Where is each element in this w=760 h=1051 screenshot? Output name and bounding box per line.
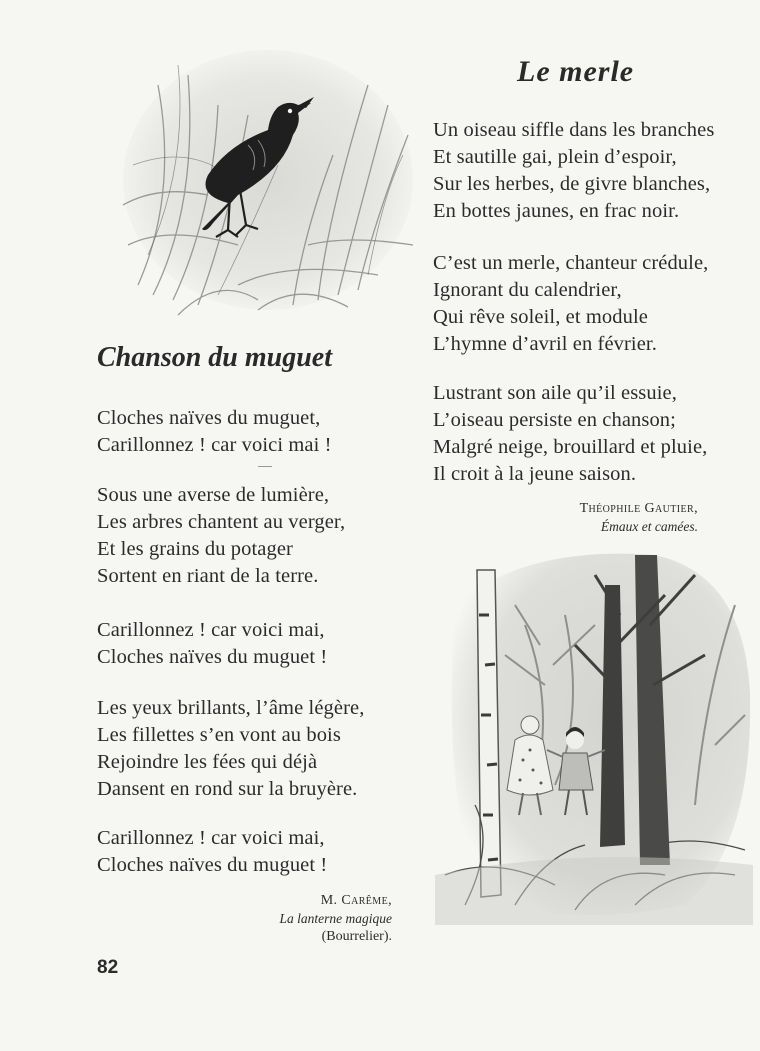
verse-line: Rejoindre les fées qui déjà [97,751,318,773]
muguet-stanza-4 [97,695,364,803]
verse-line: Sur les herbes, de givre blanches, [433,173,711,195]
verse-line: Carillonnez ! car voici mai, [97,827,325,849]
muguet-credit [280,892,393,946]
verse-line: Ignorant du calendrier, [433,279,622,301]
verse-line: L’hymne d’avril en février. [433,333,657,355]
verse-line: Il croit à la jeune saison. [433,463,637,485]
publisher: (Bourrelier). [321,929,392,944]
verse-line: Les fillettes s’en vont au bois [97,724,341,746]
verse-line: Lustrant son aile qu’il essuie, [433,382,677,404]
forest-children-illustration [435,545,753,925]
verse-line: L’oiseau persiste en chanson; [433,409,676,431]
verse-line: Les arbres chantent au verger, [97,511,346,533]
muguet-stanza-1 [97,405,332,459]
verse-line: Un oiseau siffle dans les branches [433,119,715,141]
merle-stanza-1 [433,117,714,225]
merle-stanza-3 [433,380,707,488]
verse-line: Qui rêve soleil, et module [433,306,648,328]
verse-line: Carillonnez ! car voici mai ! [97,434,332,456]
merle-stanza-2 [433,250,708,358]
verse-line: Malgré neige, brouillard et pluie, [433,436,708,458]
verse-line: Sortent en riant de la terre. [97,565,319,587]
verse-line: Et les grains du potager [97,538,293,560]
muguet-stanza-2 [97,482,345,590]
muguet-stanza-5 [97,825,327,879]
verse-line: Sous une averse de lumière, [97,484,330,506]
page-number: 82 [97,957,119,978]
author-name: Théophile Gautier, [579,501,698,516]
source-title: La lanterne magique [279,911,392,926]
verse-line: C’est un merle, chanteur crédule, [433,252,709,274]
source-title: Émaux et camées. [600,519,698,534]
author-name: M. Carême, [320,893,392,908]
verse-line: Cloches naïves du muguet ! [97,646,328,668]
verse-line: Cloches naïves du muguet, [97,407,321,429]
muguet-stanza-3 [97,617,327,671]
verse-line: Carillonnez ! car voici mai, [97,619,325,641]
verse-line: Et sautille gai, plein d’espoir, [433,146,677,168]
poem-title-le-merle: Le merle [517,55,635,88]
verse-line: En bottes jaunes, en frac noir. [433,200,680,222]
verse-line: Les yeux brillants, l’âme légère, [97,697,365,719]
poem-title-chanson-du-muguet: Chanson du muguet [97,342,332,373]
verse-line: Cloches naïves du muguet ! [97,854,328,876]
merle-credit [580,500,698,536]
divider [258,466,272,467]
verse-line: Dansent en rond sur la bruyère. [97,778,358,800]
blackbird-illustration [118,45,418,320]
